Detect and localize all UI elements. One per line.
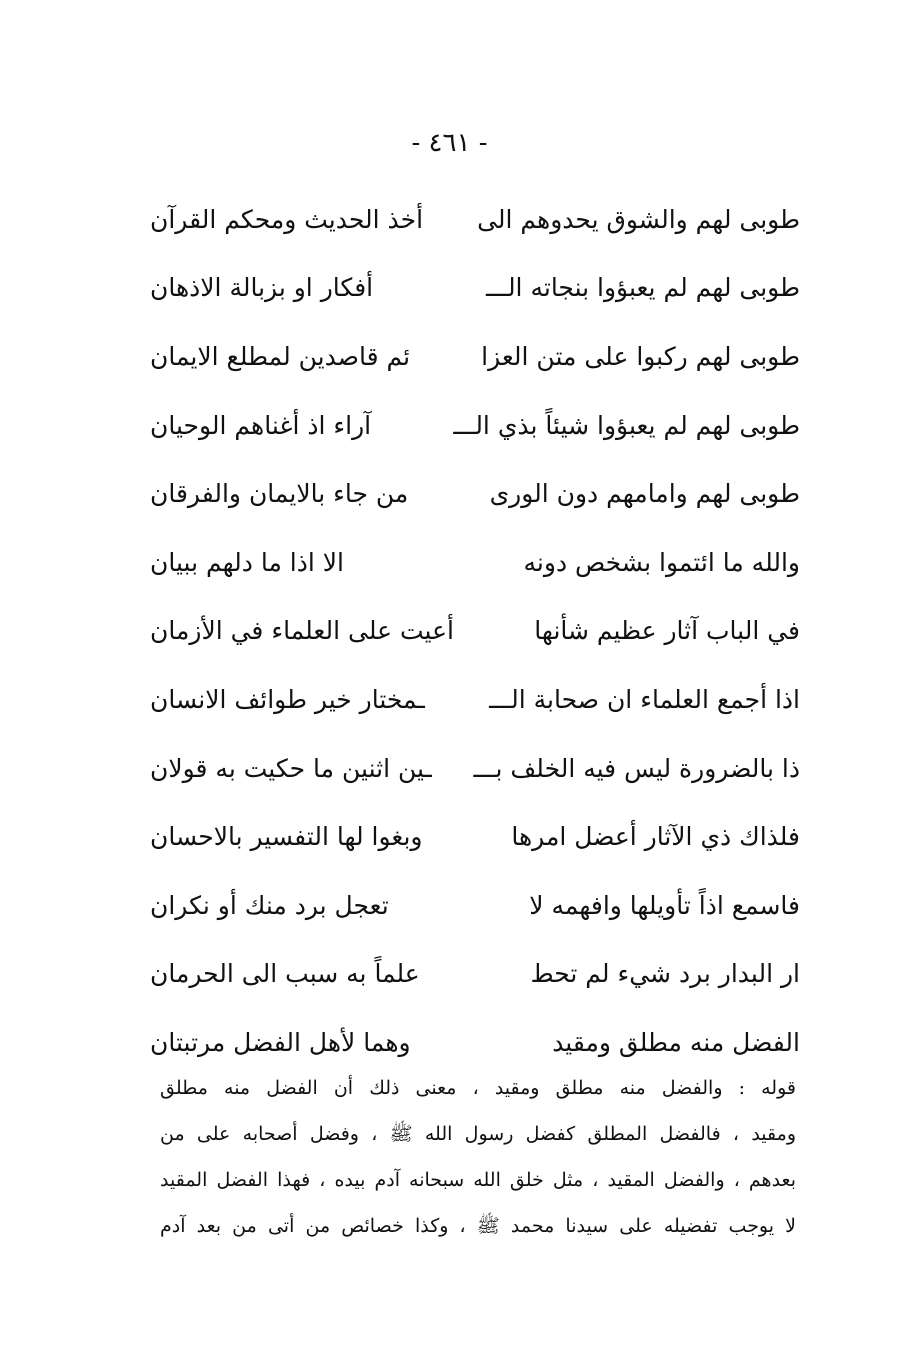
page-number: - ٤٦١ - (411, 128, 488, 158)
verse-line (150, 597, 800, 666)
verse-first-hemistich: فاسمع اذاً تأويلها وافهمه لا (529, 890, 800, 920)
commentary-paragraph (160, 1065, 796, 1249)
verse-first-hemistich: والله ما ائتموا بشخص دونه (523, 547, 800, 577)
verse-line (150, 802, 800, 871)
verse-first-hemistich: اذا أجمع العلماء ان صحابة الـــ (489, 684, 800, 714)
commentary-line: ومقيد ، فالفضل المطلق كفضل رسول الله ﷺ ، وفضل أصحابه على من (160, 1123, 796, 1145)
verse-second-hemistich: وهما لأهل الفضل مرتبتان (150, 1027, 411, 1057)
verse-second-hemistich: أعيت على العلماء في الأزمان (150, 616, 454, 646)
verse-second-hemistich: تعجل برد منك أو نكران (150, 890, 389, 920)
verse-line (150, 871, 800, 940)
verse-second-hemistich: الا اذا ما دلهم ببيان (150, 547, 344, 577)
verse-line (150, 185, 800, 254)
commentary-line: لا يوجب تفضيله على سيدنا محمد ﷺ ، وكذا خصائص من أتى من بعد آدم (160, 1215, 796, 1237)
verse-second-hemistich: علماً به سبب الى الحرمان (150, 959, 420, 989)
commentary-line: بعدهم ، والفضل المقيد ، مثل خلق الله سبحانه آدم بيده ، فهذا الفضل المقيد (160, 1169, 796, 1191)
verse-first-hemistich: طوبى لهم والشوق يحدوهم الى (477, 204, 800, 234)
verse-line (150, 254, 800, 323)
verse-first-hemistich: الفضل منه مطلق ومقيد (552, 1027, 800, 1057)
verse-first-hemistich: طوبى لهم ركبوا على متن العزا (481, 341, 800, 371)
poem-verses (150, 185, 800, 1077)
verse-first-hemistich: فلذاك ذي الآثار أعضل امرها (511, 822, 800, 852)
verse-first-hemistich: ار البدار برد شيء لم تحط (530, 959, 800, 989)
verse-first-hemistich: في الباب آثار عظيم شأنها (534, 616, 800, 646)
verse-line (150, 940, 800, 1009)
verse-line (150, 528, 800, 597)
verse-first-hemistich: طوبى لهم وامامهم دون الورى (489, 479, 800, 509)
verse-line (150, 734, 800, 803)
verse-second-hemistich: ـين اثنين ما حكيت به قولان (150, 753, 432, 783)
verse-line (150, 391, 800, 460)
verse-line (150, 665, 800, 734)
verse-second-hemistich: من جاء بالايمان والفرقان (150, 479, 409, 509)
verse-second-hemistich: وبغوا لها التفسير بالاحسان (150, 822, 423, 852)
verse-second-hemistich: أفكار او بزبالة الاذهان (150, 273, 374, 303)
verse-first-hemistich: طوبى لهم لم يعبؤوا بنجاته الـــ (485, 273, 800, 303)
verse-second-hemistich: ـمختار خير طوائف الانسان (150, 684, 425, 714)
verse-first-hemistich: طوبى لهم لم يعبؤوا شيئاً بذي الـــ (453, 410, 800, 440)
verse-line (150, 459, 800, 528)
verse-second-hemistich: آراء اذ أغناهم الوحيان (150, 410, 372, 440)
verse-line (150, 322, 800, 391)
verse-second-hemistich: أخذ الحديث ومحكم القرآن (150, 204, 424, 234)
commentary-line: قوله : والفضل منه مطلق ومقيد ، معنى ذلك أن الفضل منه مطلق (160, 1077, 796, 1099)
verse-second-hemistich: ئم قاصدين لمطلع الايمان (150, 341, 411, 371)
verse-first-hemistich: ذا بالضرورة ليس فيه الخلف بـــ (473, 753, 800, 783)
